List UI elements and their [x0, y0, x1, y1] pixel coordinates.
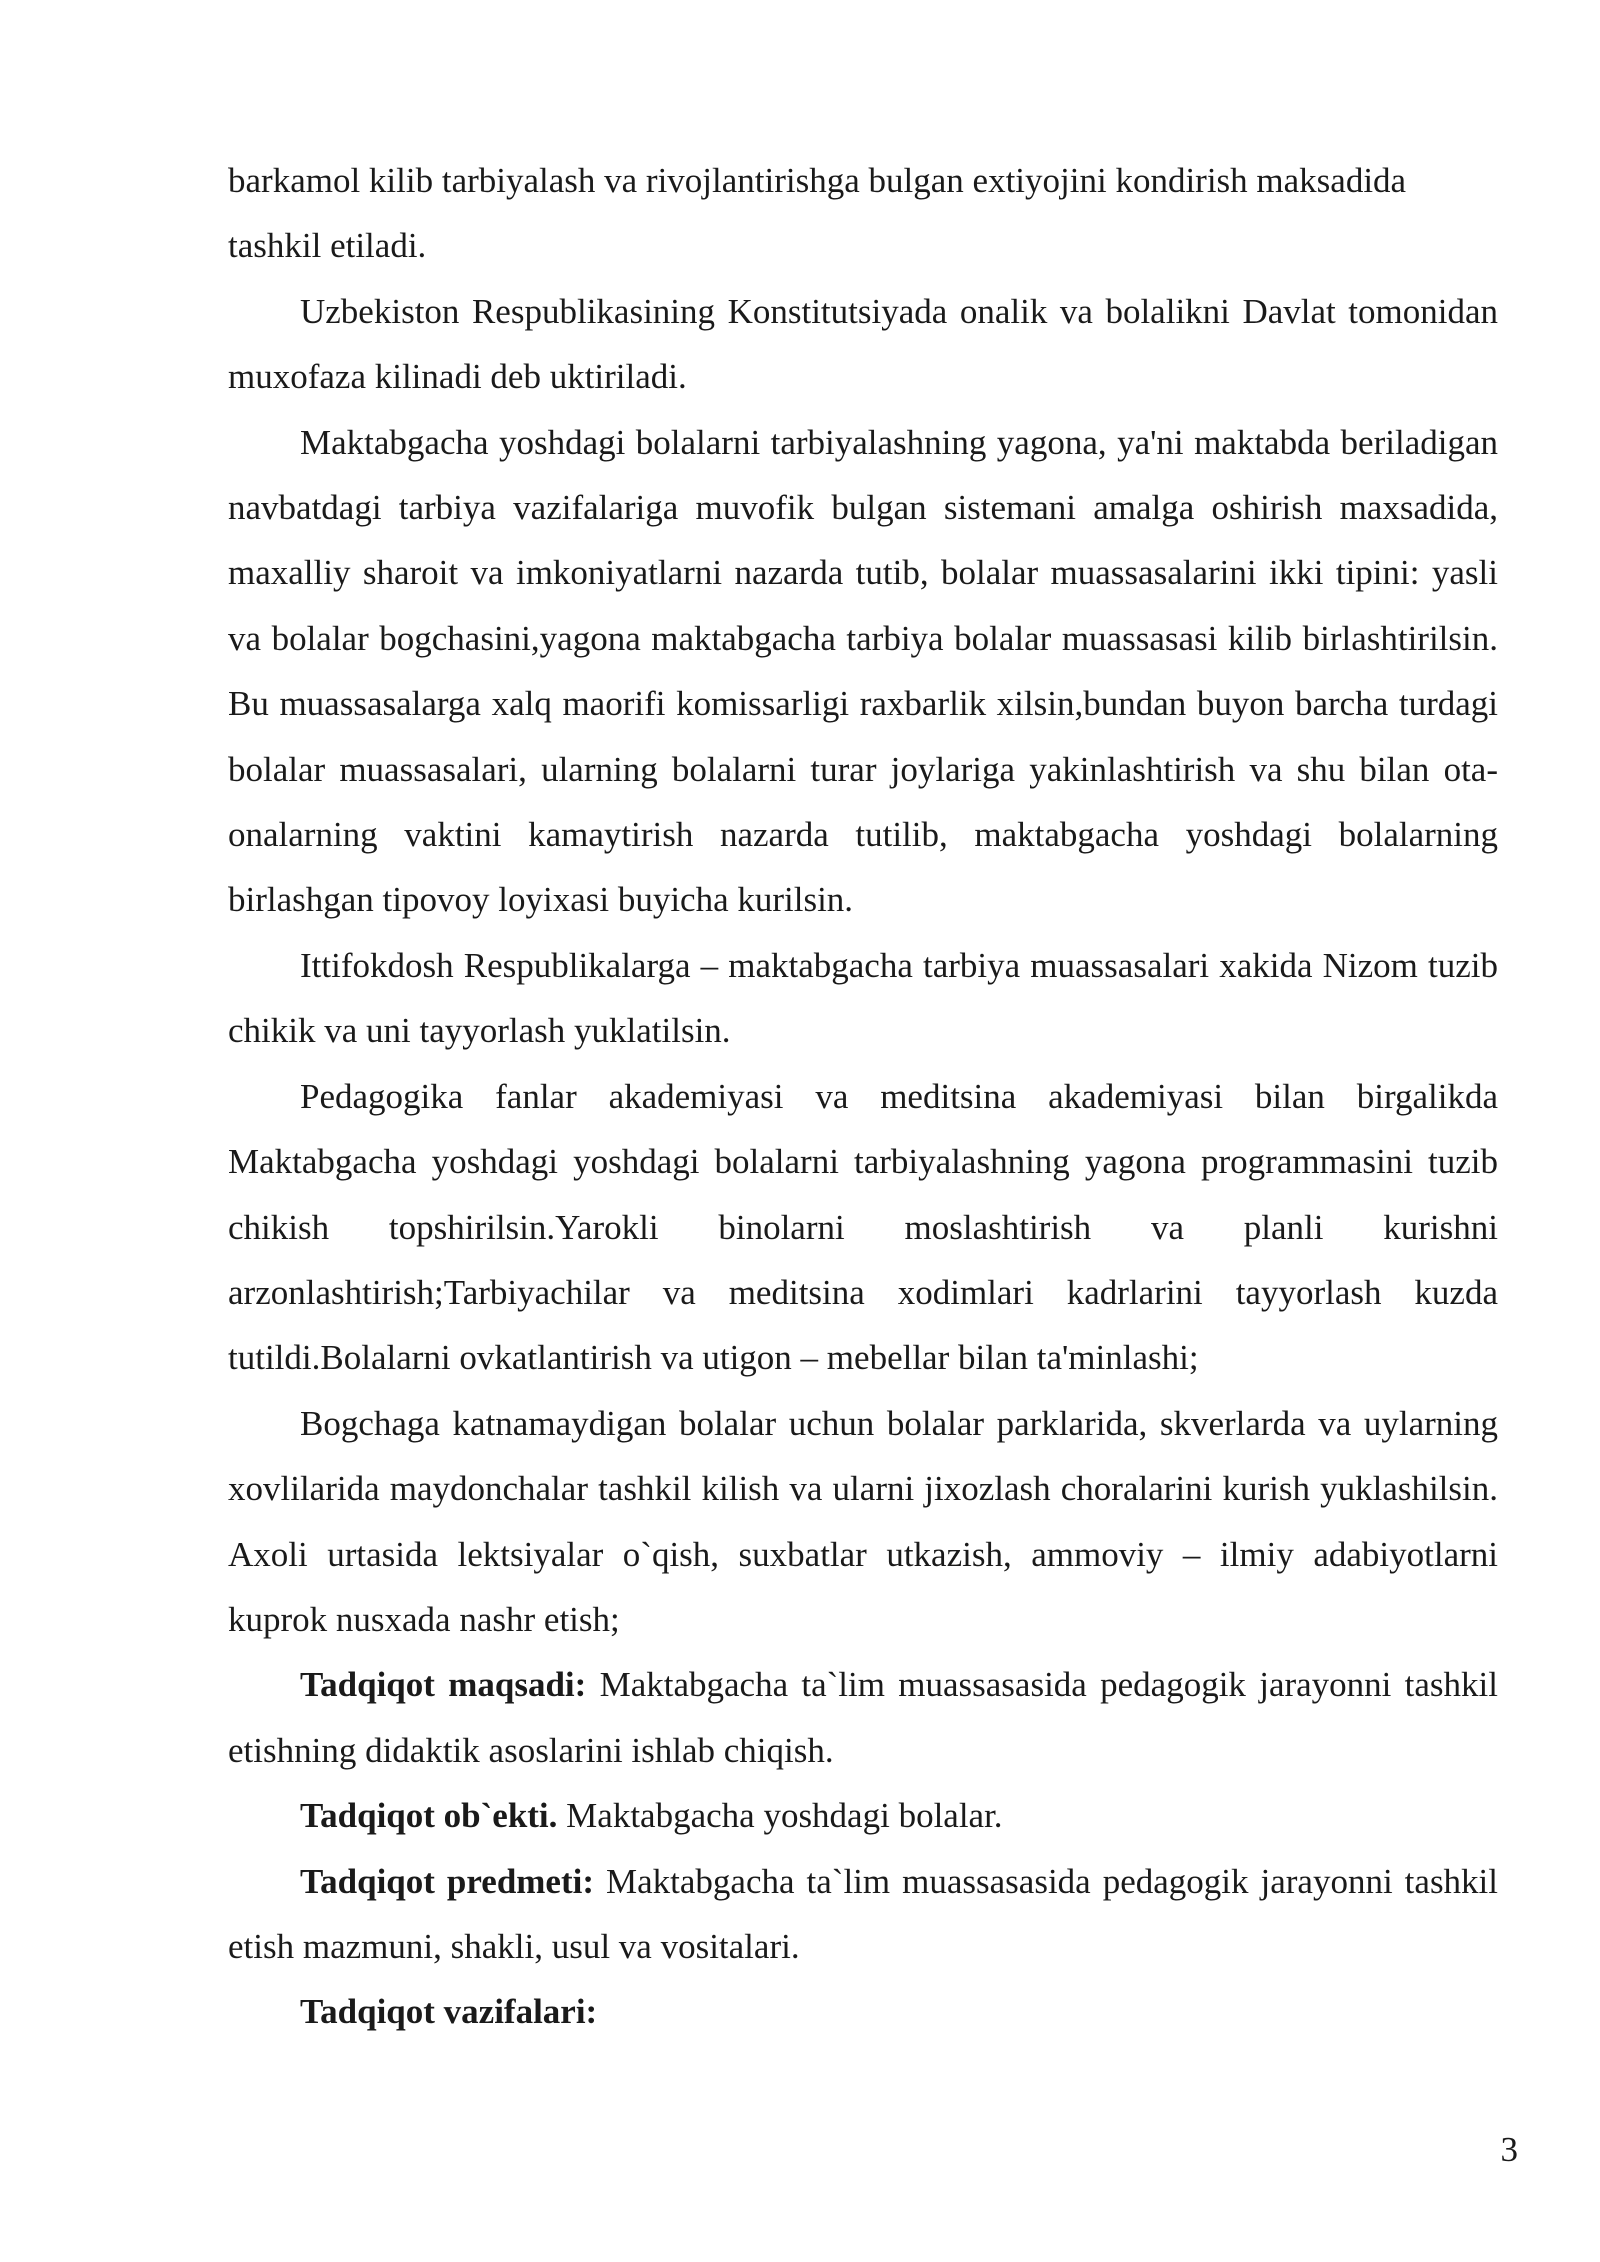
- paragraph-research-goal: [228, 1652, 1498, 1783]
- paragraph-constitution: Uzbekiston Respublikasining Konstitutsiyada onalik va bolalikni Davlat tomonidan muxofaza kilinadi deb uktiriladi.: [228, 291, 1498, 397]
- research-object-text: Maktabgacha yoshdagi bolalar.: [557, 1796, 1003, 1836]
- research-goal-text: Maktabgacha ta`lim muassasasida pedagogik jarayonni tashkil etishning didaktik asoslarini ishlab chiqish.: [228, 1665, 1499, 1770]
- research-tasks-label: Tadqiqot vazifalari:: [300, 1992, 598, 2032]
- paragraph-republics: Ittifokdosh Respublikalarga – maktabgacha tarbiya muassasalari xakida Nizom tuzib chikik va uni tayyorlash yuklatilsin.: [228, 945, 1498, 1051]
- paragraph-intro-continuation: barkamol kilib tarbiyalash va rivojlantirishga bulgan extiyojini kondirish maksadida tashkil etiladi.: [228, 161, 1407, 266]
- paragraph-parks: Bogchaga katnamaydigan bolalar uchun bolalar parklarida, skverlarda va uylarning xovlilarida maydonchalar tashkil kilish va ularni jixozlash choralarini kurish yuklashilsin. Axoli urtasida lektsiyalar o`qish, suxbatlar utkazish, ammoviy – ilmiy adabiyotlarni kuprok nusxada nashr etish;: [228, 1403, 1498, 1639]
- paragraph-research-object: [228, 1783, 1498, 1848]
- research-subject-text: Maktabgacha ta`lim muassasasida pedagogik jarayonni tashkil etish mazmuni, shakli, usul va vositalari.: [228, 1861, 1499, 1966]
- paragraph-research-subject: [228, 1849, 1498, 1980]
- research-subject-label: Tadqiqot predmeti:: [300, 1861, 595, 1901]
- document-page: [228, 148, 1498, 2045]
- page-number: 3: [1500, 2130, 1518, 2169]
- research-object-label: Tadqiqot ob`ekti.: [300, 1796, 558, 1836]
- paragraph-academies: Pedagogika fanlar akademiyasi va meditsina akademiyasi bilan birgalikda Maktabgacha yoshdagi yoshdagi bolalarni tarbiyalashning yagona programmasini tuzib chikish topshirilsin.Yarokli binolarni moslashtirish va planli kurishni arzonlashtirish;Tarbiyachilar va meditsina xodimlari kadrlarini tayyorlash kuzda tutildi.Bolalarni ovkatlantirish va utigon – mebellar bilan ta'minlashi;: [228, 1076, 1498, 1378]
- paragraph-preschool-system: Maktabgacha yoshdagi bolalarni tarbiyalashning yagona, ya'ni maktabda beriladigan navbatdagi tarbiya vazifalariga muvofik bulgan sistemani amalga oshirish maxsadida, maxalliy sharoit va imkoniyatlarni nazarda tutib, bolalar muassasalarini ikki tipini: yasli va bolalar bogchasini,yagona maktabgacha tarbiya bolalar muassasasi kilib birlashtirilsin. Bu muassasalarga xalq maorifi komissarligi raxbarlik xilsin,bundan buyon barcha turdagi bolalar muassasalari, ularning bolalarni turar joylariga yakinlashtirish va shu bilan ota-onalarning vaktini kamaytirish nazarda tutilib, maktabgacha yoshdagi bolalarning birlashgan tipovoy loyixasi buyicha kurilsin.: [228, 422, 1498, 920]
- research-goal-label: Tadqiqot maqsadi:: [300, 1665, 587, 1705]
- paragraph-research-tasks: [228, 1979, 1498, 2044]
